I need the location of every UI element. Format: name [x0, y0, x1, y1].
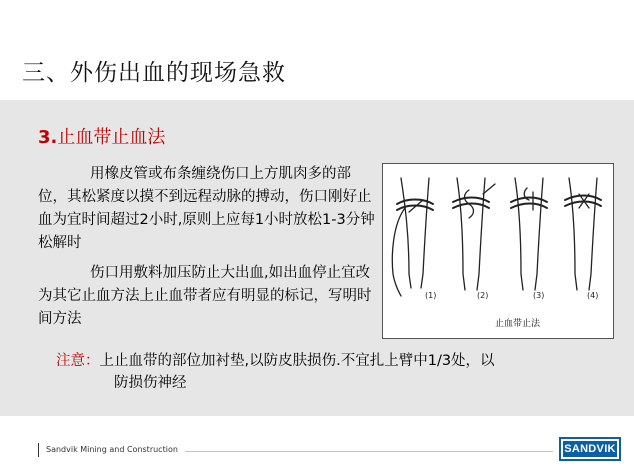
- footer-rule: [185, 451, 553, 452]
- note-line-1: 上止血带的部位加衬垫,以防皮肤损伤.不宜扎上臂中1/3处，以: [99, 353, 495, 369]
- step-label-1: (1): [425, 291, 437, 300]
- sandvik-logo: [559, 437, 621, 461]
- tourniquet-illustration: [383, 164, 613, 338]
- note-line-2: 防损伤神经: [114, 375, 187, 391]
- section-number: 3.: [38, 127, 58, 148]
- footer-divider: [38, 443, 39, 457]
- paragraph-1: [38, 163, 376, 255]
- step-label-3: (3): [533, 291, 545, 300]
- tourniquet-figure: [382, 163, 614, 339]
- note-block: [56, 350, 616, 394]
- paragraph-1-text: 用橡皮管或布条缠绕伤口上方肌肉多的部位，其松紧度以摸不到远程动脉的搏动，伤口刚好止血为宜时间超过2小时,原则上应每1小时放松1-3分钟松解时: [38, 166, 375, 251]
- note-label: 注意：: [56, 353, 100, 369]
- footer-company: Sandvik Mining and Construction: [46, 445, 178, 454]
- figure-caption: 止血带止法: [495, 319, 541, 329]
- step-label-2: (2): [477, 291, 489, 300]
- section-heading-text: 止血带止血法: [57, 127, 166, 148]
- paragraph-2-text: 伤口用敷料加压防止大出血,如出血停止宜改为其它止血方法上止血带者应有明显的标记，写明时间方法: [38, 265, 372, 327]
- slide-title: 三、外伤出血的现场急救: [22, 60, 286, 86]
- step-label-4: (4): [587, 291, 599, 300]
- logo-text: SANDVIK: [564, 443, 616, 455]
- section-heading: [38, 123, 165, 149]
- paragraph-2: [38, 262, 376, 331]
